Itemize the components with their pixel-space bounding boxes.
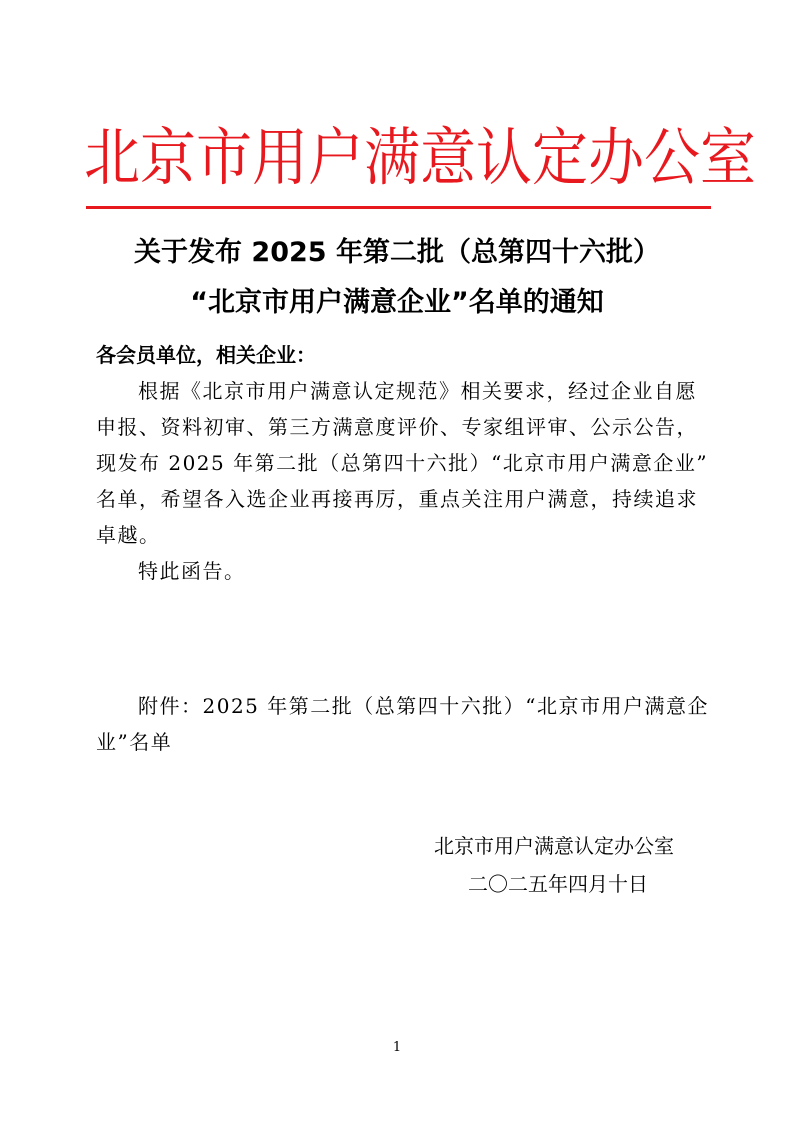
body-paragraph-line: 名单，希望各入选企业再接再厉，重点关注用户满意，持续追求 xyxy=(96,487,698,511)
attachment-line-1: 附件：2025 年第二批（总第四十六批）“北京市用户满意企 xyxy=(138,694,709,718)
signature-date: 二〇二五年四月十日 xyxy=(468,872,648,896)
red-divider-rule xyxy=(86,206,711,209)
closing-remark: 特此函告。 xyxy=(138,559,246,583)
signature-org: 北京市用户满意认定办公室 xyxy=(434,834,674,858)
page-number: 1 xyxy=(392,1040,402,1055)
attachment-line-2: 业”名单 xyxy=(96,730,173,754)
body-paragraph-line: 申报、资料初审、第三方满意度评价、专家组评审、公示公告， xyxy=(96,415,698,439)
document-title-line-1: 关于发布 2025 年第二批（总第四十六批） xyxy=(134,237,660,268)
masthead-title: 北京市用户满意认定办公室 xyxy=(84,122,756,195)
salutation: 各会员单位，相关企业： xyxy=(96,343,316,367)
document-title xyxy=(60,228,734,328)
document-title-line-2: “北京市用户满意企业”名单的通知 xyxy=(190,287,604,318)
body-paragraph-line: 卓越。 xyxy=(96,523,161,547)
body-paragraph-line: 根据《北京市用户满意认定规范》相关要求，经过企业自愿 xyxy=(138,379,697,403)
body-paragraph-line: 现发布 2025 年第二批（总第四十六批）“北京市用户满意企业” xyxy=(96,451,709,475)
